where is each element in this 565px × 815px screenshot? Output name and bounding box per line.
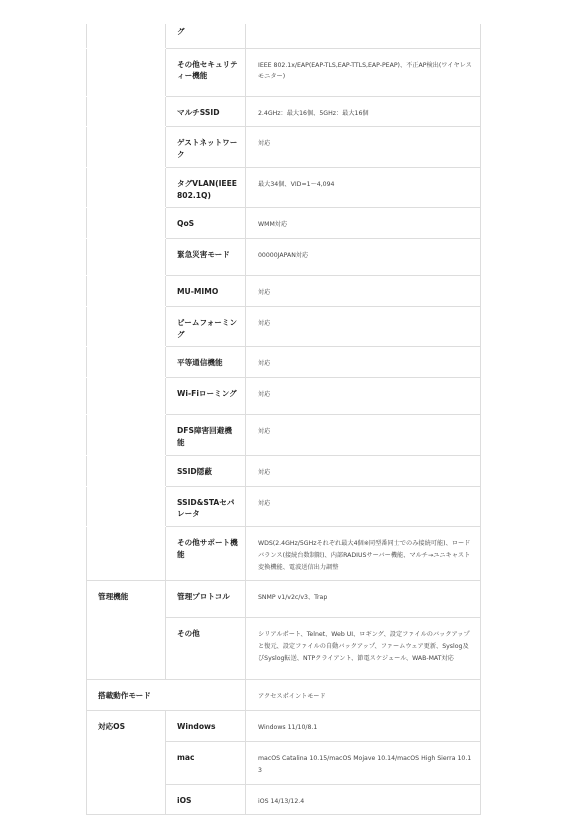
- feature-value: 対応: [246, 347, 481, 378]
- table-row: [87, 486, 481, 527]
- table-row: [87, 415, 481, 456]
- feature-value: Windows 11/10/8.1: [246, 711, 481, 742]
- feature-value: 対応: [246, 306, 481, 347]
- feature-value: 対応: [246, 455, 481, 486]
- category-os: 対応OS: [87, 711, 166, 815]
- table-row: [87, 127, 481, 168]
- table-row: [87, 455, 481, 486]
- category-cell: [87, 208, 166, 239]
- spec-table: [86, 24, 481, 815]
- category-cell: [87, 48, 166, 96]
- feature-label: グ: [166, 24, 246, 48]
- category-cell: [87, 527, 166, 581]
- category-cell: [87, 127, 166, 168]
- feature-value: 最大34個、VID=1～4,094: [246, 167, 481, 208]
- feature-label: SSID隠蔽: [166, 455, 246, 486]
- feature-label: 緊急災害モード: [166, 239, 246, 276]
- feature-label: ビームフォーミング: [166, 306, 246, 347]
- feature-label: その他: [166, 618, 246, 680]
- feature-label: その他セキュリティー機能: [166, 48, 246, 96]
- feature-value: 対応: [246, 378, 481, 415]
- table-row: [87, 347, 481, 378]
- category-cell: [87, 486, 166, 527]
- category-cell: [87, 276, 166, 307]
- feature-label: ゲストネットワーク: [166, 127, 246, 168]
- table-row: [87, 48, 481, 96]
- feature-label: Windows: [166, 711, 246, 742]
- feature-value: 00000JAPAN対応: [246, 239, 481, 276]
- feature-label: マルチSSID: [166, 96, 246, 127]
- table-row: [87, 276, 481, 307]
- feature-value: 対応: [246, 486, 481, 527]
- feature-value: 対応: [246, 127, 481, 168]
- feature-label: QoS: [166, 208, 246, 239]
- feature-label: タグVLAN(IEEE802.1Q): [166, 167, 246, 208]
- table-row: [87, 306, 481, 347]
- table-row: [87, 96, 481, 127]
- feature-value: WMM対応: [246, 208, 481, 239]
- feature-value: [246, 24, 481, 48]
- table-row: [87, 527, 481, 581]
- category-cell: [87, 24, 166, 48]
- category-management: 管理機能: [87, 581, 166, 680]
- feature-value: IEEE 802.1x/EAP(EAP-TLS,EAP-TTLS,EAP-PEAP)、不正AP検出(ワイヤレスモニター): [246, 48, 481, 96]
- operation-mode-label: 搭載動作モード: [87, 680, 246, 711]
- category-cell: [87, 96, 166, 127]
- table-row: [87, 167, 481, 208]
- feature-label: DFS障害回避機能: [166, 415, 246, 456]
- category-cell: [87, 306, 166, 347]
- feature-value: 対応: [246, 415, 481, 456]
- feature-label: iOS: [166, 784, 246, 815]
- table-row: [87, 680, 481, 711]
- feature-label: SSID&STAセパレータ: [166, 486, 246, 527]
- category-cell: [87, 415, 166, 456]
- feature-value: macOS Catalina 10.15/macOS Mojave 10.14/macOS High Sierra 10.13: [246, 741, 481, 784]
- category-cell: [87, 455, 166, 486]
- feature-label: その他サポート機能: [166, 527, 246, 581]
- table-row: [87, 208, 481, 239]
- feature-label: mac: [166, 741, 246, 784]
- table-row: [87, 581, 481, 618]
- operation-mode-value: アクセスポイントモード: [246, 680, 481, 711]
- feature-label: 平等通信機能: [166, 347, 246, 378]
- table-row: [87, 378, 481, 415]
- feature-label: 管理プロトコル: [166, 581, 246, 618]
- table-row: [87, 239, 481, 276]
- table-row: [87, 711, 481, 742]
- feature-value: iOS 14/13/12.4: [246, 784, 481, 815]
- category-cell: [87, 167, 166, 208]
- feature-value: 対応: [246, 276, 481, 307]
- category-cell: [87, 347, 166, 378]
- feature-label: Wi-Fiローミング: [166, 378, 246, 415]
- table-row: [87, 24, 481, 48]
- feature-value: シリアルポート、Telnet、Web UI、ロギング、設定ファイルのバックアップと復元、設定ファイルの自動バックアップ、ファームウェア更新、Syslog及びSyslog転送、NTPクライアント、節電スケジュール、WAB-MAT対応: [246, 618, 481, 680]
- category-cell: [87, 239, 166, 276]
- category-cell: [87, 378, 166, 415]
- feature-value: WDS(2.4GHz/5GHzそれぞれ最大4個※同型番同士でのみ接続可能)、ロードバランス(接続台数制限)、内部RADIUSサーバー機能、マルチ→ユニキャスト変換機能、電波送信出力調整: [246, 527, 481, 581]
- feature-value: SNMP v1/v2c/v3、Trap: [246, 581, 481, 618]
- feature-value: 2.4GHz：最大16個、5GHz：最大16個: [246, 96, 481, 127]
- feature-label: MU-MIMO: [166, 276, 246, 307]
